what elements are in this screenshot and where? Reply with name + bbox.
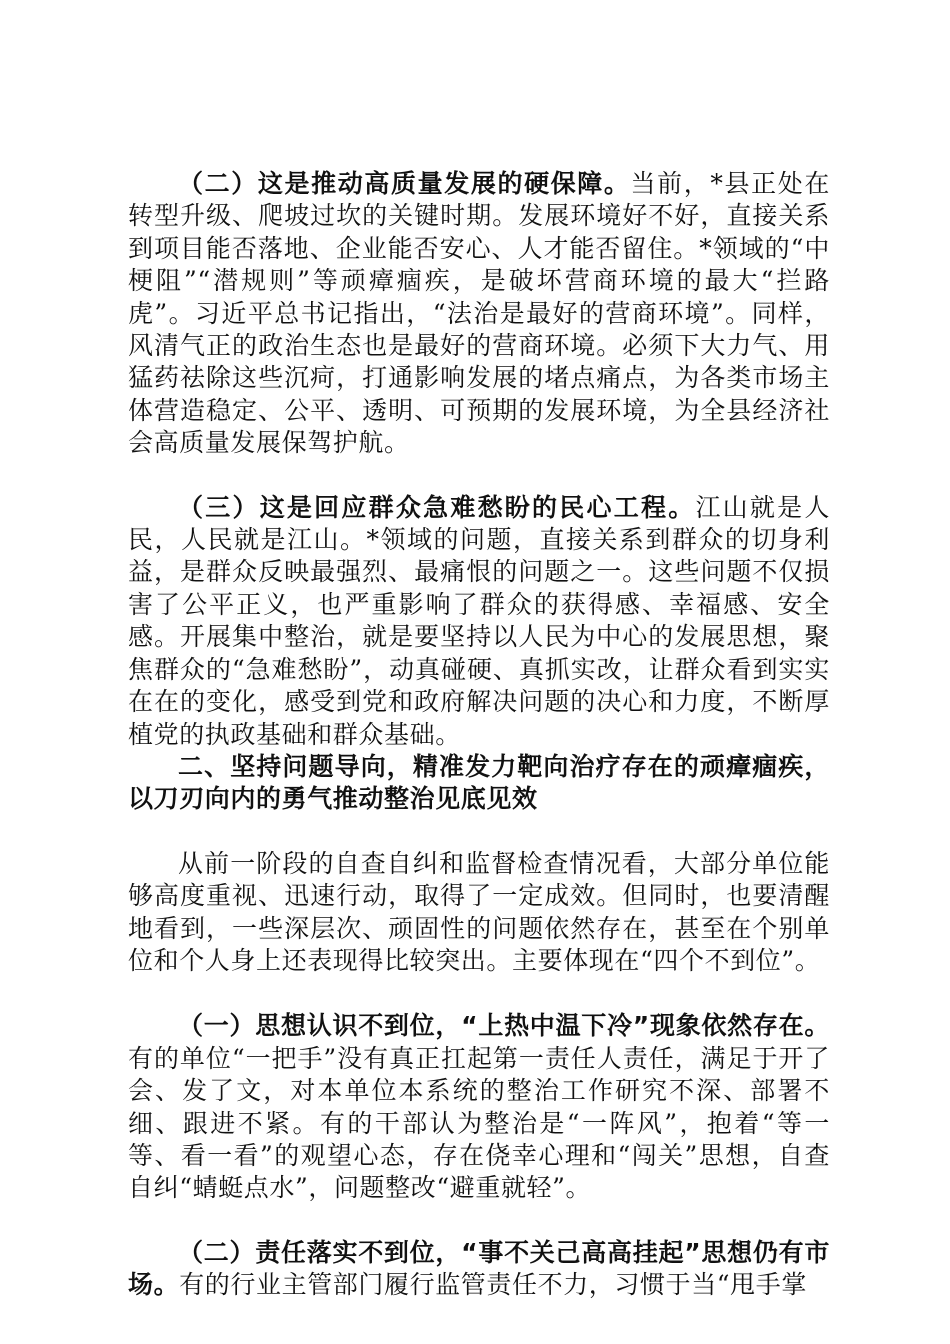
paragraph-thinking bbox=[128, 1010, 830, 1204]
paragraph-people-project bbox=[128, 492, 830, 751]
paragraph-body: 江山就是人民，人民就是江山。*领域的问题，直接关系到群众的切身利益，是群众反映最强烈、最痛恨的问题之一。这些问题不仅损害了公平正义，也严重影响了群众的获得感、幸福感、安全感。开展集中整治，就是要坚持以人民为中心的发展思想，聚焦群众的“急难愁盼”，动真碰硬、真抓实改，让群众看到实实在在的变化，感受到党和政府解决问题的决心和力度，不断厚植党的执政基础和群众基础。 bbox=[128, 492, 830, 749]
paragraph-overview bbox=[128, 848, 830, 978]
paragraph-lead: （一）思想认识不到位，“上热中温下冷”现象依然存在。 bbox=[178, 1011, 830, 1041]
paragraph-lead: （三）这是回应群众急难愁盼的民心工程。 bbox=[178, 492, 696, 522]
section-heading-2: 二、坚持问题导向，精准发力靶向治疗存在的顽瘴痼疾，以刀刃向内的勇气推动整治见底见效 bbox=[128, 751, 830, 814]
paragraph-body: 当前，*县正处在转型升级、爬坡过坎的关键时期。发展环境好不好，直接关系到项目能否落地、企业能否安心、人才能否留住。*领域的“中梗阻”“潜规则”等顽瘴痼疾，是破坏营商环境的最大“拦路虎”。习近平总书记指出，“法治是最好的营商环境”。同样，风清气正的政治生态也是最好的营商环境。必须下大力气、用猛药祛除这些沉疴，打通影响发展的堵点痛点，为各类市场主体营造稳定、公平、透明、可预期的发展环境，为全县经济社会高质量发展保驾护航。 bbox=[128, 169, 830, 458]
paragraph-body: 有的单位“一把手”没有真正扛起第一责任人责任，满足于开了会、发了文，对本单位本系统的整治工作研究不深、部署不细、跟进不紧。有的干部认为整治是“一阵风”，抱着“等一等、看一看”的观望心态，存在侥幸心理和“闯关”思想，自查自纠“蜻蜓点水”，问题整改“避重就轻”。 bbox=[128, 1043, 830, 1203]
paragraph-hard-guarantee bbox=[128, 168, 830, 460]
paragraph-lead: （二）这是推动高质量发展的硬保障。 bbox=[178, 169, 631, 198]
paragraph-responsibility bbox=[128, 1237, 830, 1302]
document-page bbox=[128, 168, 830, 1302]
paragraph-lead: （二）责任落实不到位，“事不关己高高挂起”思想仍有市场。 bbox=[128, 1237, 830, 1300]
paragraph-body: 从前一阶段的自查自纠和监督检查情况看，大部分单位能够高度重视、迅速行动，取得了一定成效。但同时，也要清醒地看到，一些深层次、顽固性的问题依然存在，甚至在个别单位和个人身上还表现得比较突出。主要体现在“四个不到位”。 bbox=[128, 848, 830, 975]
paragraph-body: 有的行业主管部门履行监管责任不力，习惯于当“甩手掌 bbox=[179, 1270, 807, 1300]
